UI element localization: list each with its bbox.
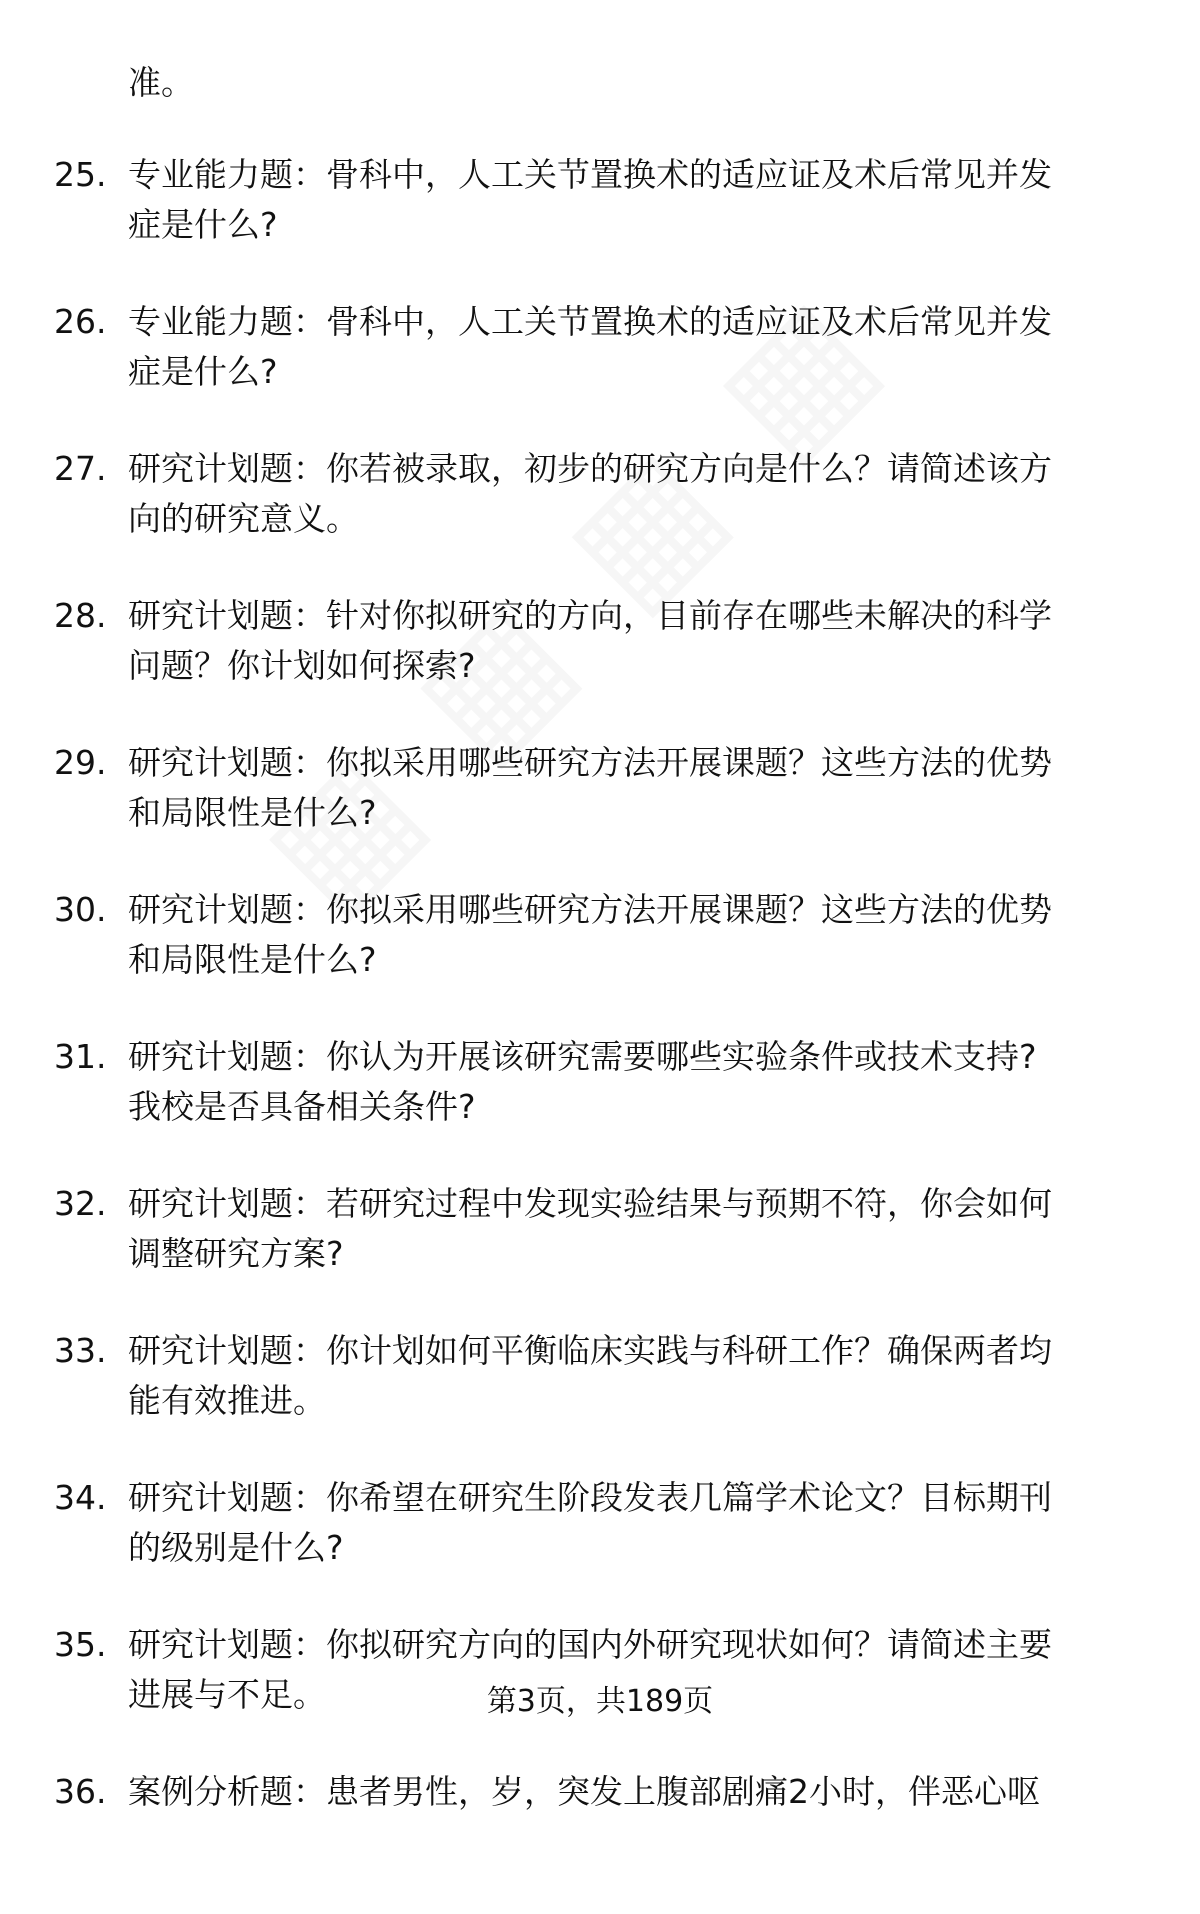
question-text-line: 研究计划题：若研究过程中发现实验结果与预期不符，你会如何 — [128, 1184, 1052, 1223]
question-text-line: 和局限性是什么? — [128, 793, 377, 832]
question-text-line: 研究计划题：你计划如何平衡临床实践与科研工作？确保两者均 — [128, 1331, 1052, 1370]
question-text-line: 症是什么? — [128, 205, 278, 244]
question-number: 32. — [54, 1184, 107, 1223]
page-footer: 第3页，共189页 — [486, 1684, 714, 1719]
question-number: 33. — [54, 1331, 107, 1370]
question-number: 34. — [54, 1478, 107, 1517]
question-number: 35. — [54, 1625, 107, 1664]
question-text-line: 案例分析题：患者男性，岁，突发上腹部剧痛2小时，伴恶心呕 — [128, 1772, 1040, 1811]
question-number: 31. — [54, 1037, 107, 1076]
question-text-line: 研究计划题：你希望在研究生阶段发表几篇学术论文？目标期刊 — [128, 1478, 1052, 1517]
question-text-line: 问题？你计划如何探索? — [128, 646, 476, 685]
question-number: 36. — [54, 1772, 107, 1811]
question-number: 25. — [54, 155, 107, 194]
question-item — [0, 885, 1200, 1032]
question-item — [0, 150, 1200, 297]
question-item — [0, 297, 1200, 444]
question-number: 29. — [54, 743, 107, 782]
question-list — [0, 150, 1200, 1914]
question-text-line: 研究计划题：你拟采用哪些研究方法开展课题？这些方法的优势 — [128, 890, 1052, 929]
question-item — [0, 591, 1200, 738]
question-number: 27. — [54, 449, 107, 488]
question-item — [0, 1179, 1200, 1326]
question-text-line: 研究计划题：针对你拟研究的方向，目前存在哪些未解决的科学 — [128, 596, 1052, 635]
question-text-line: 进展与不足。 — [128, 1675, 326, 1714]
question-item — [0, 1326, 1200, 1473]
question-text-line: 向的研究意义。 — [128, 499, 359, 538]
question-text-line: 能有效推进。 — [128, 1381, 326, 1420]
question-text-line: 的级别是什么? — [128, 1528, 344, 1567]
question-item — [0, 1473, 1200, 1620]
question-text-line: 研究计划题：你若被录取，初步的研究方向是什么？请简述该方 — [128, 449, 1052, 488]
question-number: 28. — [54, 596, 107, 635]
question-text-line: 研究计划题：你认为开展该研究需要哪些实验条件或技术支持? — [128, 1037, 1037, 1076]
question-text-line: 专业能力题：骨科中，人工关节置换术的适应证及术后常见并发 — [128, 302, 1052, 341]
question-text-line: 症是什么? — [128, 352, 278, 391]
question-number: 30. — [54, 890, 107, 929]
question-number: 26. — [54, 302, 107, 341]
continuation-text: 准。 — [128, 63, 194, 102]
question-text-line: 和局限性是什么? — [128, 940, 377, 979]
question-text-line: 研究计划题：你拟采用哪些研究方法开展课题？这些方法的优势 — [128, 743, 1052, 782]
question-item — [0, 444, 1200, 591]
question-text-line: 专业能力题：骨科中，人工关节置换术的适应证及术后常见并发 — [128, 155, 1052, 194]
question-item — [0, 1767, 1200, 1914]
question-text-line: 研究计划题：你拟研究方向的国内外研究现状如何？请简述主要 — [128, 1625, 1052, 1664]
question-item — [0, 1032, 1200, 1179]
question-text-line: 我校是否具备相关条件? — [128, 1087, 476, 1126]
question-item — [0, 738, 1200, 885]
question-text-line: 调整研究方案? — [128, 1234, 344, 1273]
